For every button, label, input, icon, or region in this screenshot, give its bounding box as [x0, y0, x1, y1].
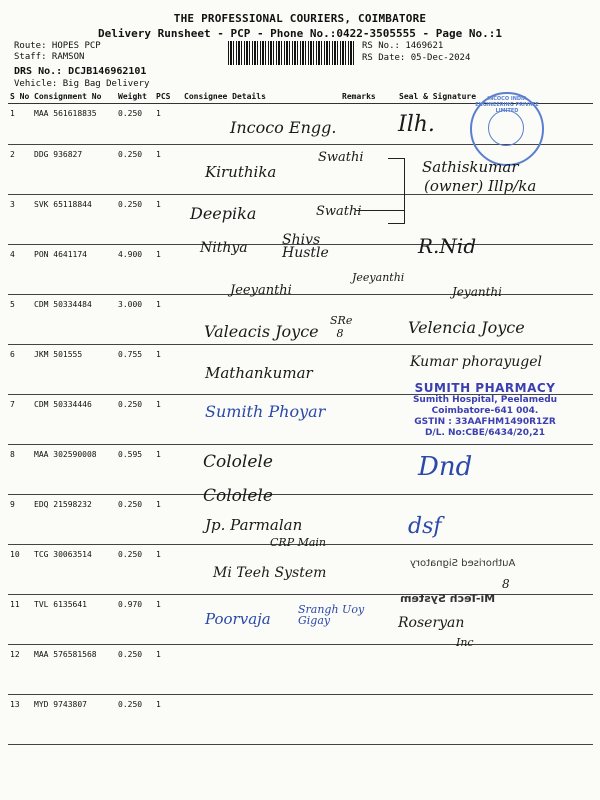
cell-sno: 5	[8, 295, 32, 345]
cell-pcs: 1	[154, 104, 182, 145]
handwritten-consignee: Sumith Phoyar	[205, 402, 326, 421]
cell-weight: 0.250	[116, 395, 154, 445]
cell-weight: 0.250	[116, 104, 154, 145]
cell-pcs: 1	[154, 395, 182, 445]
cell-weight: 0.595	[116, 445, 154, 495]
handwritten-consignee: Valeacis Joyce	[204, 322, 319, 341]
cell-sno: 8	[8, 445, 32, 495]
col-consignee: Consignee Details	[182, 90, 340, 104]
handwritten-consignee: Incoco Engg.	[230, 118, 337, 137]
cell-pcs: 1	[154, 495, 182, 545]
stamp-gstin: GSTIN : 33AAFHM1490R1ZR	[414, 417, 556, 427]
pharmacy-stamp	[385, 381, 585, 439]
cell-weight: 0.250	[116, 695, 154, 745]
cell-consignment: TVL 6135641	[32, 595, 116, 645]
cell-pcs: 1	[154, 295, 182, 345]
staff-label: Staff: RAMSON	[14, 52, 85, 62]
cell-sno: 4	[8, 245, 32, 295]
handwritten-signature: Jeyanthi	[452, 285, 502, 299]
cell-weight: 4.900	[116, 245, 154, 295]
cell-pcs: 1	[154, 245, 182, 295]
handwritten-signature: Velencia Joyce	[408, 318, 525, 337]
handwritten-remark: CRP Main	[270, 536, 327, 549]
handwritten-signature: Inc	[456, 636, 474, 649]
handwritten-consignee: Jeeyanthi	[230, 283, 292, 298]
cell-pcs: 1	[154, 595, 182, 645]
cell-pcs: 1	[154, 445, 182, 495]
cell-consignment: MAA 302590008	[32, 445, 116, 495]
cell-sno: 9	[8, 495, 32, 545]
company-seal	[470, 92, 544, 166]
cell-consignment: PON 4641174	[32, 245, 116, 295]
cell-weight: 0.250	[116, 195, 154, 245]
table-row	[8, 645, 593, 695]
cell-weight: 0.250	[116, 495, 154, 545]
stamp-dl-number: D/L. No:CBE/6434/20,21	[424, 428, 546, 438]
cell-consignment: CDM 50334446	[32, 395, 116, 445]
handwritten-signature: R.Nid	[418, 234, 477, 258]
handwritten-remark: Shivs Hustle	[282, 232, 329, 261]
mirrored-authorised-text: Authorised Signatory	[410, 558, 516, 569]
col-pcs: PCS	[154, 90, 182, 104]
handwritten-consignee: Poorvaja	[205, 610, 271, 628]
handwritten-consignee: Cololele	[203, 486, 273, 506]
cell-weight: 0.755	[116, 345, 154, 395]
handwritten-consignee: Mi Teeh System	[213, 565, 327, 581]
handwritten-consignee: Mathankumar	[205, 364, 313, 382]
runsheet-subtitle: Delivery Runsheet - PCP - Phone No.:0422-3505555 - Page No.:1	[98, 27, 502, 40]
cell-consignment: MYD 9743807	[32, 695, 116, 745]
stamp-address-line1: Sumith Hospital, Peelamedu	[412, 395, 558, 405]
table-row	[8, 445, 593, 495]
handwritten-consignee: Nithya	[200, 240, 248, 256]
stamp-name: SUMITH PHARMACY	[414, 381, 556, 395]
handwritten-signature: Swathi	[318, 150, 364, 165]
cell-pcs: 1	[154, 145, 182, 195]
cell-pcs: 1	[154, 545, 182, 595]
cell-sno: 3	[8, 195, 32, 245]
handwritten-signature: 8	[502, 577, 510, 591]
cell-pcs: 1	[154, 195, 182, 245]
bracket-mark	[356, 210, 404, 211]
drs-number: DRS No.: DCJB146962101	[14, 66, 147, 77]
route-label: Route: HOPES PCP	[14, 41, 101, 51]
cell-pcs: 1	[154, 345, 182, 395]
cell-weight: 0.970	[116, 595, 154, 645]
handwritten-signature: Swathi	[316, 204, 362, 219]
handwritten-signature: (owner) Illp/ka	[424, 177, 537, 195]
vehicle-label: Vehicle: Big Bag Delivery	[14, 79, 150, 89]
handwritten-consignee: Jp. Parmalan	[205, 516, 303, 534]
cell-weight: 0.250	[116, 545, 154, 595]
cell-sno: 10	[8, 545, 32, 595]
handwritten-signature: Ilh.	[398, 112, 435, 137]
col-sno: S No	[8, 90, 32, 104]
cell-consignment: EDQ 21598232	[32, 495, 116, 545]
cell-sno: 2	[8, 145, 32, 195]
cell-pcs: 1	[154, 645, 182, 695]
cell-consignment: MAA 576581568	[32, 645, 116, 695]
rs-date: RS Date: 05-Dec-2024	[362, 53, 471, 63]
handwritten-consignee: Kiruthika	[205, 163, 277, 181]
handwritten-signature: Sathiskumar	[422, 158, 519, 176]
handwritten-consignee: Deepika	[190, 204, 257, 223]
handwritten-signature: Roseryan	[398, 615, 465, 631]
bracket-mark	[388, 158, 405, 224]
col-seal-signature: Seal & Signature	[397, 90, 593, 104]
stamp-address-line2: Coimbatore-641 004.	[431, 406, 539, 416]
cell-sno: 11	[8, 595, 32, 645]
cell-consignment: SVK 65118844	[32, 195, 116, 245]
cell-sno: 12	[8, 645, 32, 695]
handwritten-remark: Jeeyanthi	[352, 271, 405, 284]
handwritten-signature: Kumar phorayugel	[410, 354, 543, 370]
cell-sno: 13	[8, 695, 32, 745]
cell-consignment: CDM 50334484	[32, 295, 116, 345]
handwritten-remark: Srangh Uoy Gigay	[298, 603, 365, 627]
cell-weight: 0.250	[116, 145, 154, 195]
handwritten-consignee: Cololele	[203, 452, 273, 472]
seal-text: INCOCO INDIA ENGINEERING PRIVATE LIMITED	[475, 96, 539, 114]
barcode	[228, 41, 354, 65]
cell-weight: 0.250	[116, 645, 154, 695]
table-row	[8, 695, 593, 745]
mirrored-system-text: Mi-Tech System	[400, 592, 496, 605]
cell-sno: 1	[8, 104, 32, 145]
cell-consignment: JKM 501555	[32, 345, 116, 395]
rs-number: RS No.: 1469621	[362, 41, 444, 51]
handwritten-remark: SRe 8	[330, 314, 353, 340]
cell-consignment: TCG 30063514	[32, 545, 116, 595]
cell-sno: 6	[8, 345, 32, 395]
cell-weight: 3.000	[116, 295, 154, 345]
col-consignment: Consignment No	[32, 90, 116, 104]
col-weight: Weight	[116, 90, 154, 104]
handwritten-signature: Dnd	[418, 452, 473, 482]
cell-consignment: MAA 561618835	[32, 104, 116, 145]
cell-sno: 7	[8, 395, 32, 445]
cell-consignment: DDG 936827	[32, 145, 116, 195]
cell-pcs: 1	[154, 695, 182, 745]
col-remarks: Remarks	[340, 90, 397, 104]
handwritten-signature: dsf	[408, 514, 442, 539]
company-title: THE PROFESSIONAL COURIERS, COIMBATORE	[173, 12, 427, 25]
